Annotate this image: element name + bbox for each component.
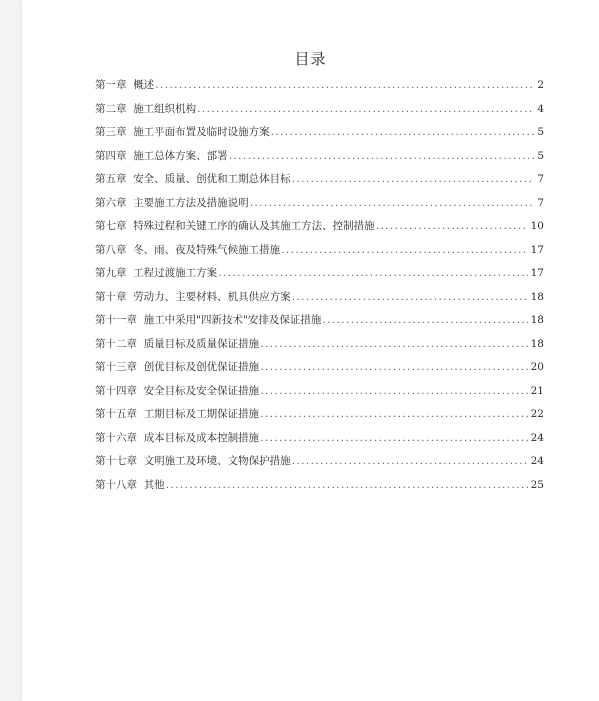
toc-chapter-number: 第十七章 [95, 455, 137, 467]
toc-title: 目录 [294, 50, 327, 68]
toc-dot-leader [197, 103, 534, 115]
toc-page-number: 18 [530, 314, 544, 326]
toc-page-number: 5 [537, 126, 544, 138]
toc-entry-label [95, 101, 196, 116]
toc-chapter-title: 安全目标及安全保证措施 [143, 384, 260, 397]
toc-chapter-title: 施工平面布置及临时设施方案 [133, 126, 270, 138]
toc-chapter-title: 创优目标及创优保证措施 [143, 361, 260, 373]
toc-chapter-number: 第十六章 [95, 431, 137, 444]
toc-page-number: 4 [537, 102, 544, 115]
toc-dot-leader [292, 291, 528, 303]
toc-entry-label [95, 312, 321, 327]
toc-chapter-number: 第十章 [95, 290, 127, 303]
toc-dot-leader [260, 338, 527, 350]
toc-chapter-number: 第十八章 [95, 478, 137, 491]
toc-entry[interactable] [95, 312, 544, 336]
toc-chapter-number: 第十四章 [95, 384, 137, 397]
toc-chapter-title: 文明施工及环境、文物保护措施 [143, 455, 291, 467]
toc-entry-label [95, 265, 217, 280]
toc-entry[interactable] [95, 77, 544, 101]
toc-chapter-number: 第八章 [95, 243, 127, 256]
toc-chapter-number: 第五章 [95, 173, 127, 185]
toc-chapter-number: 第十三章 [95, 361, 137, 373]
toc-page-number: 5 [537, 149, 544, 162]
toc-dot-leader [229, 150, 535, 162]
toc-entry[interactable] [95, 477, 544, 501]
toc-entry-label [95, 148, 228, 163]
toc-entry-label [95, 124, 270, 139]
toc-dot-leader [292, 173, 535, 185]
toc-page-number: 22 [530, 408, 544, 420]
toc-dot-leader [376, 220, 528, 232]
toc-entry[interactable] [95, 218, 544, 242]
toc-entry[interactable] [95, 336, 544, 360]
toc-entry-label [95, 453, 291, 468]
toc-entry-label [95, 477, 165, 492]
toc-dot-leader [218, 267, 527, 279]
toc-chapter-title: 安全、质量、创优和工期总体目标 [133, 173, 291, 185]
toc-dot-leader [166, 479, 528, 491]
toc-dot-leader [260, 361, 527, 373]
toc-entry[interactable] [95, 124, 544, 148]
toc-dot-leader [260, 385, 527, 397]
toc-dot-leader [271, 126, 535, 138]
toc-entry[interactable] [95, 289, 544, 313]
toc-dot-leader [155, 79, 534, 91]
toc-entry-label [95, 242, 280, 257]
toc-entry[interactable] [95, 406, 544, 430]
toc-page-number: 24 [530, 455, 544, 467]
toc-page-number: 17 [530, 267, 544, 279]
toc-page-number: 18 [530, 290, 544, 303]
toc-dot-leader [260, 432, 527, 444]
toc-chapter-number: 第七章 [95, 220, 127, 232]
toc-chapter-title: 劳动力、主要材料、机具供应方案 [133, 290, 291, 303]
toc-list [95, 77, 544, 500]
toc-chapter-title: 工期目标及工期保证措施 [143, 408, 260, 420]
toc-dot-leader [250, 197, 535, 209]
toc-page-number: 17 [530, 243, 544, 256]
toc-dot-leader [292, 455, 528, 467]
toc-entry[interactable] [95, 453, 544, 477]
toc-page-number: 21 [530, 384, 544, 397]
toc-page-number: 25 [530, 478, 544, 491]
toc-dot-leader [322, 314, 527, 326]
toc-entry-label [95, 383, 259, 398]
toc-chapter-number: 第二章 [95, 102, 127, 115]
toc-chapter-title: 成本目标及成本控制措施 [143, 431, 260, 444]
toc-page-number: 20 [530, 361, 544, 373]
toc-page-number: 7 [537, 196, 544, 209]
toc-entry-label [95, 359, 259, 374]
toc-chapter-title: 施工中采用"四新技术"安排及保证措施 [143, 314, 322, 326]
toc-entry[interactable] [95, 359, 544, 383]
toc-dot-leader [281, 244, 527, 256]
toc-chapter-title: 工程过渡施工方案 [133, 267, 218, 279]
toc-entry-label [95, 289, 291, 304]
toc-chapter-number: 第十二章 [95, 337, 137, 350]
toc-entry-label [95, 77, 154, 92]
toc-chapter-number: 第六章 [95, 196, 127, 209]
toc-chapter-number: 第九章 [95, 267, 127, 279]
toc-chapter-title: 概述 [133, 79, 155, 91]
toc-chapter-number: 第三章 [95, 126, 127, 138]
toc-chapter-number: 第四章 [95, 149, 127, 162]
toc-chapter-title: 质量目标及质量保证措施 [143, 337, 260, 350]
toc-entry[interactable] [95, 242, 544, 266]
toc-page-number: 18 [530, 337, 544, 350]
toc-entry[interactable] [95, 101, 544, 125]
toc-chapter-title: 冬、雨、夜及特殊气候施工措施 [133, 243, 281, 256]
document-page [22, 0, 599, 701]
toc-chapter-number: 第十五章 [95, 408, 137, 420]
toc-entry[interactable] [95, 171, 544, 195]
toc-page-number: 2 [537, 79, 544, 91]
toc-entry[interactable] [95, 265, 544, 289]
toc-chapter-title: 施工总体方案、部署 [133, 149, 228, 162]
toc-entry[interactable] [95, 195, 544, 219]
toc-page-number: 10 [530, 220, 544, 232]
toc-chapter-number: 第一章 [95, 79, 127, 91]
toc-chapter-number: 第十一章 [95, 314, 137, 326]
toc-page-number: 24 [530, 431, 544, 444]
toc-entry[interactable] [95, 383, 544, 407]
toc-dot-leader [260, 408, 527, 420]
toc-entry-label [95, 218, 375, 233]
toc-chapter-title: 特殊过程和关键工序的确认及其施工方法、控制措施 [133, 220, 375, 232]
toc-entry[interactable] [95, 148, 544, 172]
toc-entry-label [95, 336, 259, 351]
toc-chapter-title: 施工组织机构 [133, 102, 197, 115]
toc-chapter-title: 其他 [143, 478, 165, 491]
toc-page-number: 7 [537, 173, 544, 185]
toc-entry-label [95, 171, 291, 186]
toc-entry-label [95, 406, 259, 421]
toc-entry-label [95, 430, 259, 445]
toc-entry-label [95, 195, 249, 210]
toc-entry[interactable] [95, 430, 544, 454]
toc-chapter-title: 主要施工方法及措施说明 [133, 196, 249, 209]
